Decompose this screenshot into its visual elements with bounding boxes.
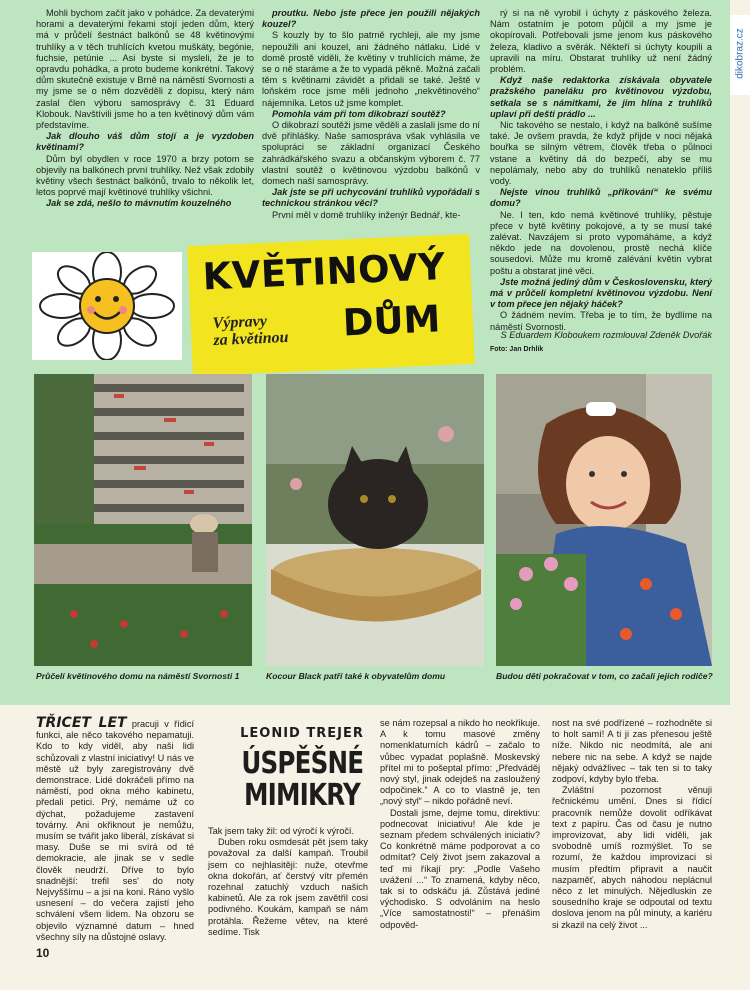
interview-answer: S kouzly by to šlo patrně rychleji, ale my jsme nepoužili ani kouzel, ani žádného nátlaku. Lidé v domě prostě viděli, že květiny v truhlících máme, že se o ně staráme a že to vypadá pěkně. Možná začali těm s květinami závidět a přidali se také. Ještě v loňském roce jsme měli jednoho „nekvětinového“ nájemníka. Letos už jsme komplet. bbox=[262, 30, 480, 108]
lower-column-2-text-b: Duben roku osmdesát pět jsem taky považoval za další kampaň. Troubil jsem co nejhlasitěji: nuže, otevřme okna dokořán, ať čerstvý vítr přemén rozehnal zatuchlý vzduch našich kabinetů. Ale za rok jsem zavětřil cosi podivného. Koukám, kampaň se nám protáhla. Řežeme větev, na které sedíme. Tisk bbox=[208, 837, 368, 937]
headline-banner bbox=[187, 234, 474, 376]
subtitle-line-2: za květinou bbox=[213, 328, 289, 350]
interview-question: Jak dlouho váš dům stojí a je vyzdoben květinami? bbox=[36, 131, 254, 153]
photo-credit: Foto: Jan Drhlík bbox=[490, 346, 544, 354]
signature: S Eduardem Kloboukem rozmlouval Zdeněk Dvořák bbox=[500, 330, 712, 340]
lower-column-2 bbox=[208, 826, 368, 938]
watermark-text: dikobraz.cz bbox=[734, 28, 746, 79]
page-number: 10 bbox=[36, 946, 50, 960]
lower-column-1-text: pracuji v řídicí funkci, ale něco takového nepamatuji. Kdo to kdy viděl, aby naši lidi schůzovali z vlastní iniciativy! U nás ve městě už byly zaregistrovány dvě demonstrace. Lidé dokráčeli přímo na náměstí, pod okna mého kabinetu, předali petici. Prý, nemáme už co dýchat, požadujeme zastavení továrny. Ani okřiknout je nemůžu, musím se tvářit jako liberál, získávat si masy. Duše se mi svírá od té demokracie, ale jinak se v sedle člověk neudrží. Dříve to bylo snadnější: trefil ses' do noty Nejvyššímu – a jsi na koni. Ráno vyšlo usnesení – do večera zajistí jeho schválení všem lidem. Na obzoru se objevilo významné datum – hned všechny síly na důstojné oslavy. bbox=[36, 719, 194, 942]
interview-question: Pomohla vám při tom dikobrazí soutěž? bbox=[272, 108, 446, 119]
watermark-label bbox=[730, 15, 750, 95]
girl-photo-image bbox=[496, 374, 712, 666]
photo-girl bbox=[496, 374, 712, 666]
caption-photo-1: Průčelí květinového domu na náměstí Svornosti 1 bbox=[36, 671, 240, 681]
flower-illustration bbox=[32, 252, 182, 360]
interview-answer: První měl v domě truhlíky inženýr Bednář, kte- bbox=[272, 209, 461, 220]
caption-photo-2: Kocour Black patří také k obyvatelům domu bbox=[266, 671, 446, 681]
headline-line-2: DŮM bbox=[341, 297, 442, 345]
lower-column-3-text-b: Dostali jsme, dejme tomu, direktivu: podnecovat iniciativu! Ale kde je seznam předem schválených iniciativ? Co konkrétně máme podporovat a co odmítat? Celý život jsem zakazoval a teď mi říkají pry: „Podle Vašeho uvážení ...“ To znamená, kdyby něco, tak si to odskáču já. Zůstává jediné východisko. S odvoláním na heslo „Více samostatnosti!“ – přenášim odpověd- bbox=[380, 807, 540, 930]
article-title-word: MIMIKRY bbox=[243, 778, 361, 813]
interview-question: Jak jste se při uchycování truhlíků vypořádali s technickou stránkou věci? bbox=[262, 187, 480, 209]
caption-photo-3: Budou děti pokračovat v tom, co začali jejich rodiče? bbox=[496, 671, 713, 681]
interview-question: Jste možná jediný dům v Československu, který má v průčelí kompletní květinovou výzdobu. Není v tom přece jen nějaký háček? bbox=[490, 276, 712, 310]
interview-answer: O žádném nevím. Třeba je to tím, že bydlíme na náměstí Svornosti. bbox=[490, 310, 712, 332]
headline-subtitle bbox=[212, 312, 289, 349]
lower-column-4-text: nost na své podřízené – rozhodněte si to holt samí! A ti ji zas přenesou ještě níže. Nikdo nic neodmítá, ale ani nebere nic na sebe. A když se najde nějaký odvážlivec – tak ten si to taky zodpoví, kdyby bylo třeba. bbox=[552, 718, 712, 785]
article-credits bbox=[490, 330, 712, 354]
author-name: LEONID TREJER bbox=[240, 726, 364, 741]
interview-answer: O dikobrazí soutěži jsme věděli a zaslali jsme do ní dvě přihlášky. Naše samospráva však vyhlásila ve spolupráci se základní organizací Českého zahrádkářského svazu a občanským výborem č. 77 vlastní soutěž o květinovou výzdobu balkónů v domech naší samosprávy. bbox=[262, 120, 480, 187]
interview-answer: rý si na ně vyrobil i úchyty z páskového železa. Nám ostatním je potom půjčil a my jsme je okopírovali. Potřebovali jsme jenom kus páskového železa, kladivo a svěrák. Někteří si úchyty koupili a upravili na míru. Obstarat truhlíky už není žádný problém. bbox=[490, 8, 712, 75]
interview-answer: Nic takového se nestalo, i když na balkóně sušíme také. Je ovšem pravda, že když přijde v noci nějaká bouřka se silným větrem, člověk třeba o půlnoci vstane a květiny dá do bezpečí, aby se mu nepolámaly, nebo aby do truhlíků nenateklo příliš vody. bbox=[490, 120, 712, 187]
lower-column-4-text-b: Zvláštní pozornost věnuji řečnickému umění. Dnes si řídicí pracovník nemůže dovolit odříkávat text z papíru. Čas od času je nutno improvizovat, aby lidi viděli, jak svobodně umíš rozmýšlet. To se rozumí, že každou improvizaci si musím předtím připravit a naučit nazpaměť, abych náhodou neplácnul něco z let minulých. Nějedluskin ze sousedního kraje se odpoutal od textu doslova jenom na půl minuty, a kariéru si zkazil na celý život ... bbox=[552, 785, 712, 930]
smiling-flower-icon bbox=[32, 252, 182, 360]
headline-line-1: KVĚTINOVÝ bbox=[201, 244, 447, 299]
building-photo-image bbox=[34, 374, 252, 666]
lower-column-3-text: se nám rozepsal a nikdo ho neokřikuje. A k tomu masové změny nomenklaturních kádrů – začalo to vůbec vypadat poplašně. Moskevský přítel mi to pošeptal přímo: „Předváděj nový styl, jinak odejdeš na zasloužený odpočinek.“ A co to vlastně je, ten „nový styl“ – nikdo pořádně neví. bbox=[380, 718, 540, 807]
column-lead-words: TŘICET LET bbox=[36, 715, 127, 731]
interview-question: Nejste vinou truhlíků „přikování“ ke svému domu? bbox=[490, 187, 712, 209]
lower-column-3 bbox=[380, 718, 540, 931]
subtitle-line-1: Výpravy bbox=[212, 312, 268, 333]
article-title-word: ÚSPĚŠNÉ bbox=[241, 746, 364, 781]
article-title bbox=[241, 748, 362, 812]
lower-column-4 bbox=[552, 718, 712, 931]
photo-building bbox=[34, 374, 252, 666]
article-column-2 bbox=[262, 8, 480, 221]
article-column-3 bbox=[490, 8, 712, 333]
interview-answer: Dům byl obydlen v roce 1970 a brzy potom se objevily na balkónech první truhlíky. Než však zdobily květiny všech šestnáct balkónů, trvalo to několik let, letos poprvé mají květinové truhlíky všichni. bbox=[36, 153, 254, 198]
interview-question: Když naše redaktorka získávala obyvatele pražského paneláku pro květinovou výzdobu, setkala se s námitkami, že jim hlína z truhlíků uplaví při dešti prádlo ... bbox=[490, 75, 712, 119]
interview-answer: Ne. I ten, kdo nemá květinové truhlíky, pěstuje přece v bytě květiny pokojové, a ty se musí také zalévat. Navzájem si proto vypomáháme, a když někdo jede na dovolenou, prostě nechá klíče sousedovi. Může mu kromě zalévání květin vybrat poštu a obstarat jiné věci. bbox=[490, 209, 712, 276]
interview-answer: Mohli bychom začít jako v pohádce. Za devaterými horami a devaterými řekami stojí jeden dům, který má v průčelí šestnáct balkónů se 48 květinovými truhlíky a v těch truhlících kvetou muškáty, begónie, fuchsie, petúnie ... Asi byste si mysleli, že je to opravdu pohádka, a proto budeme konkrétní. Takový dům skutečně existuje v Brně na náměstí Svornosti a my jsme se o něm dozvěděli z dopisu, který nám zaslal člen výboru samosprávy č. 31 Eduard Klobouk. Navštívili jsme ho a ten květinový dům vám představíme. bbox=[36, 8, 254, 131]
photo-cat bbox=[266, 374, 484, 666]
lower-column-2-text: Tak jsem taky žil: od výročí k výročí. bbox=[208, 826, 355, 836]
interview-question: Jak se zdá, nešlo to mávnutím kouzelného bbox=[46, 198, 232, 209]
interview-question: proutku. Nebo jste přece jen použili nějakých kouzel? bbox=[262, 8, 480, 30]
article-column-1 bbox=[36, 8, 254, 210]
lower-column-1 bbox=[36, 715, 194, 943]
cat-photo-image bbox=[266, 374, 484, 666]
